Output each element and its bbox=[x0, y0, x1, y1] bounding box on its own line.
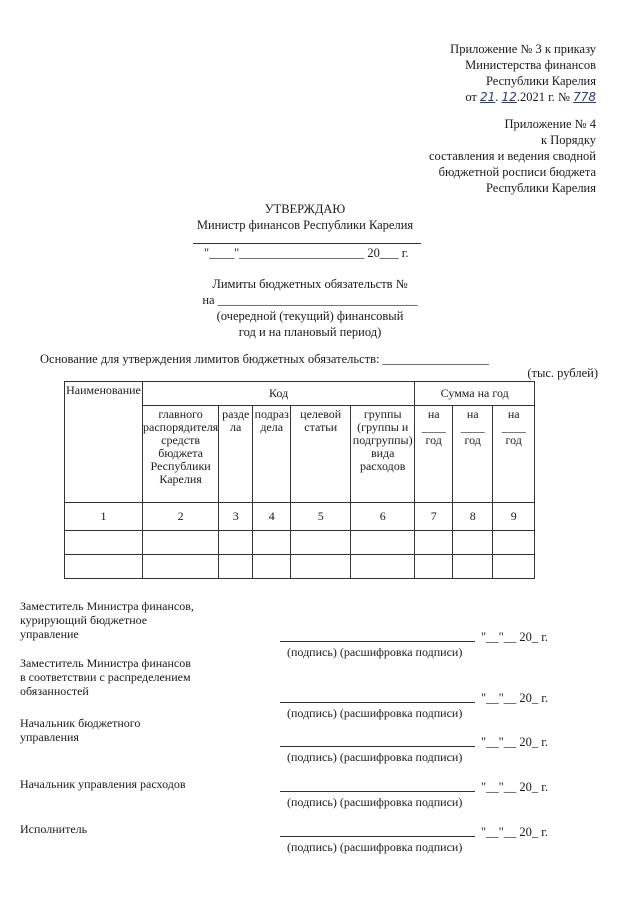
procedure-line-1: Приложение № 4 bbox=[504, 117, 596, 131]
title-line-2: на ________________________________ bbox=[202, 293, 418, 307]
signature-line-4 bbox=[280, 791, 475, 792]
sign-caption-3: (подпись) (расшифровка подписи) bbox=[287, 750, 463, 764]
year-1-on: на bbox=[427, 407, 440, 421]
date-prefix: от bbox=[465, 90, 477, 104]
col-number-7: 7 bbox=[415, 503, 453, 531]
year-2-on: на bbox=[466, 407, 479, 421]
title-line-3: (очередной (текущий) финансовый bbox=[216, 309, 404, 323]
units-label: (тыс. рублей) bbox=[527, 366, 598, 380]
col-number-4: 4 bbox=[253, 503, 291, 531]
handwritten-order-number: 778 bbox=[573, 90, 596, 104]
header-section: раздела bbox=[219, 406, 253, 503]
signer-title-1: Заместитель Министра финансов, курирующий бюджетное управление bbox=[20, 599, 194, 641]
col-number-1: 1 bbox=[65, 503, 143, 531]
handwritten-day: 21 bbox=[480, 90, 496, 104]
year-3-blank: ____ bbox=[501, 420, 526, 434]
header-chief-manager: главного распорядителя средств бюджета Республики Карелия bbox=[143, 406, 219, 503]
col-number-3: 3 bbox=[219, 503, 253, 531]
approve-date-line: "____"____________________ 20___ г. bbox=[204, 246, 409, 260]
approval-block bbox=[180, 201, 430, 233]
col-number-6: 6 bbox=[351, 503, 415, 531]
procedure-line-2: к Порядку bbox=[541, 133, 596, 147]
table-row bbox=[65, 531, 535, 555]
signer-title-5: Исполнитель bbox=[20, 822, 88, 836]
col-number-9: 9 bbox=[493, 503, 535, 531]
col-number-5: 5 bbox=[291, 503, 351, 531]
header-code: Код bbox=[143, 382, 415, 406]
year-2-label: год bbox=[464, 433, 481, 447]
header-year-2 bbox=[453, 406, 493, 503]
header-sum: Сумма на год bbox=[415, 382, 535, 406]
basis-line: Основание для утверждения лимитов бюджетных обязательств: _________________ bbox=[40, 352, 489, 366]
sign-date-2: "__"__ 20_ г. bbox=[481, 691, 549, 705]
procedure-line-4: бюджетной росписи бюджета bbox=[438, 165, 596, 179]
attachment-procedure-block bbox=[429, 116, 596, 196]
sign-caption-1: (подпись) (расшифровка подписи) bbox=[287, 645, 463, 659]
signer-title-3: Начальник бюджетного управления bbox=[20, 716, 141, 744]
procedure-line-5: Республики Карелия bbox=[485, 181, 596, 195]
date-year: .2021 г. № bbox=[516, 90, 570, 104]
signature-line-2 bbox=[280, 702, 475, 703]
header-name-text: Наименование bbox=[66, 383, 141, 397]
header-year-3 bbox=[493, 406, 535, 503]
header-year-1 bbox=[415, 406, 453, 503]
attachment-line-3: Республики Карелия bbox=[485, 74, 596, 88]
table-row bbox=[65, 555, 535, 579]
attachment-date-line: от 21. 12.2021 г. № 778 bbox=[465, 90, 596, 104]
col-number-8: 8 bbox=[453, 503, 493, 531]
year-3-label: год bbox=[505, 433, 522, 447]
sign-date-5: "__"__ 20_ г. bbox=[481, 825, 549, 839]
sign-caption-2: (подпись) (расшифровка подписи) bbox=[287, 706, 463, 720]
approve-signature-line bbox=[193, 243, 421, 244]
limits-table bbox=[64, 381, 535, 579]
approve-position: Министр финансов Республики Карелия bbox=[196, 218, 414, 232]
signer-title-2: Заместитель Министра финансов в соответствии с распределением обязанностей bbox=[20, 656, 191, 698]
attachment-line-1: Приложение № 3 к приказу bbox=[450, 42, 596, 56]
col-number-2: 2 bbox=[143, 503, 219, 531]
header-expense-group: группы (группы и подгруппы) вида расходов bbox=[351, 406, 415, 503]
sign-caption-4: (подпись) (расшифровка подписи) bbox=[287, 795, 463, 809]
sign-date-3: "__"__ 20_ г. bbox=[481, 735, 549, 749]
approve-title: УТВЕРЖДАЮ bbox=[264, 202, 346, 216]
year-1-blank: ____ bbox=[421, 420, 446, 434]
sign-date-1: "__"__ 20_ г. bbox=[481, 630, 549, 644]
header-target-article: целевой статьи bbox=[291, 406, 351, 503]
handwritten-month: 12 bbox=[501, 90, 517, 104]
year-2-blank: ____ bbox=[460, 420, 485, 434]
document-title bbox=[180, 276, 440, 340]
year-3-on: на bbox=[507, 407, 520, 421]
signature-line-1 bbox=[280, 641, 475, 642]
header-name bbox=[65, 382, 143, 503]
signature-line-5 bbox=[280, 836, 475, 837]
year-1-label: год bbox=[425, 433, 442, 447]
title-line-4: год и на плановый период) bbox=[238, 325, 382, 339]
attachment-line-2: Министерства финансов bbox=[465, 58, 596, 72]
title-line-1: Лимиты бюджетных обязательств № bbox=[212, 277, 408, 291]
signer-title-4: Начальник управления расходов bbox=[20, 777, 186, 791]
header-subsection: подраздела bbox=[253, 406, 291, 503]
sign-caption-5: (подпись) (расшифровка подписи) bbox=[287, 840, 463, 854]
signature-line-3 bbox=[280, 746, 475, 747]
attachment-order-block bbox=[450, 41, 596, 105]
procedure-line-3: составления и ведения сводной bbox=[428, 149, 596, 163]
sign-date-4: "__"__ 20_ г. bbox=[481, 780, 549, 794]
